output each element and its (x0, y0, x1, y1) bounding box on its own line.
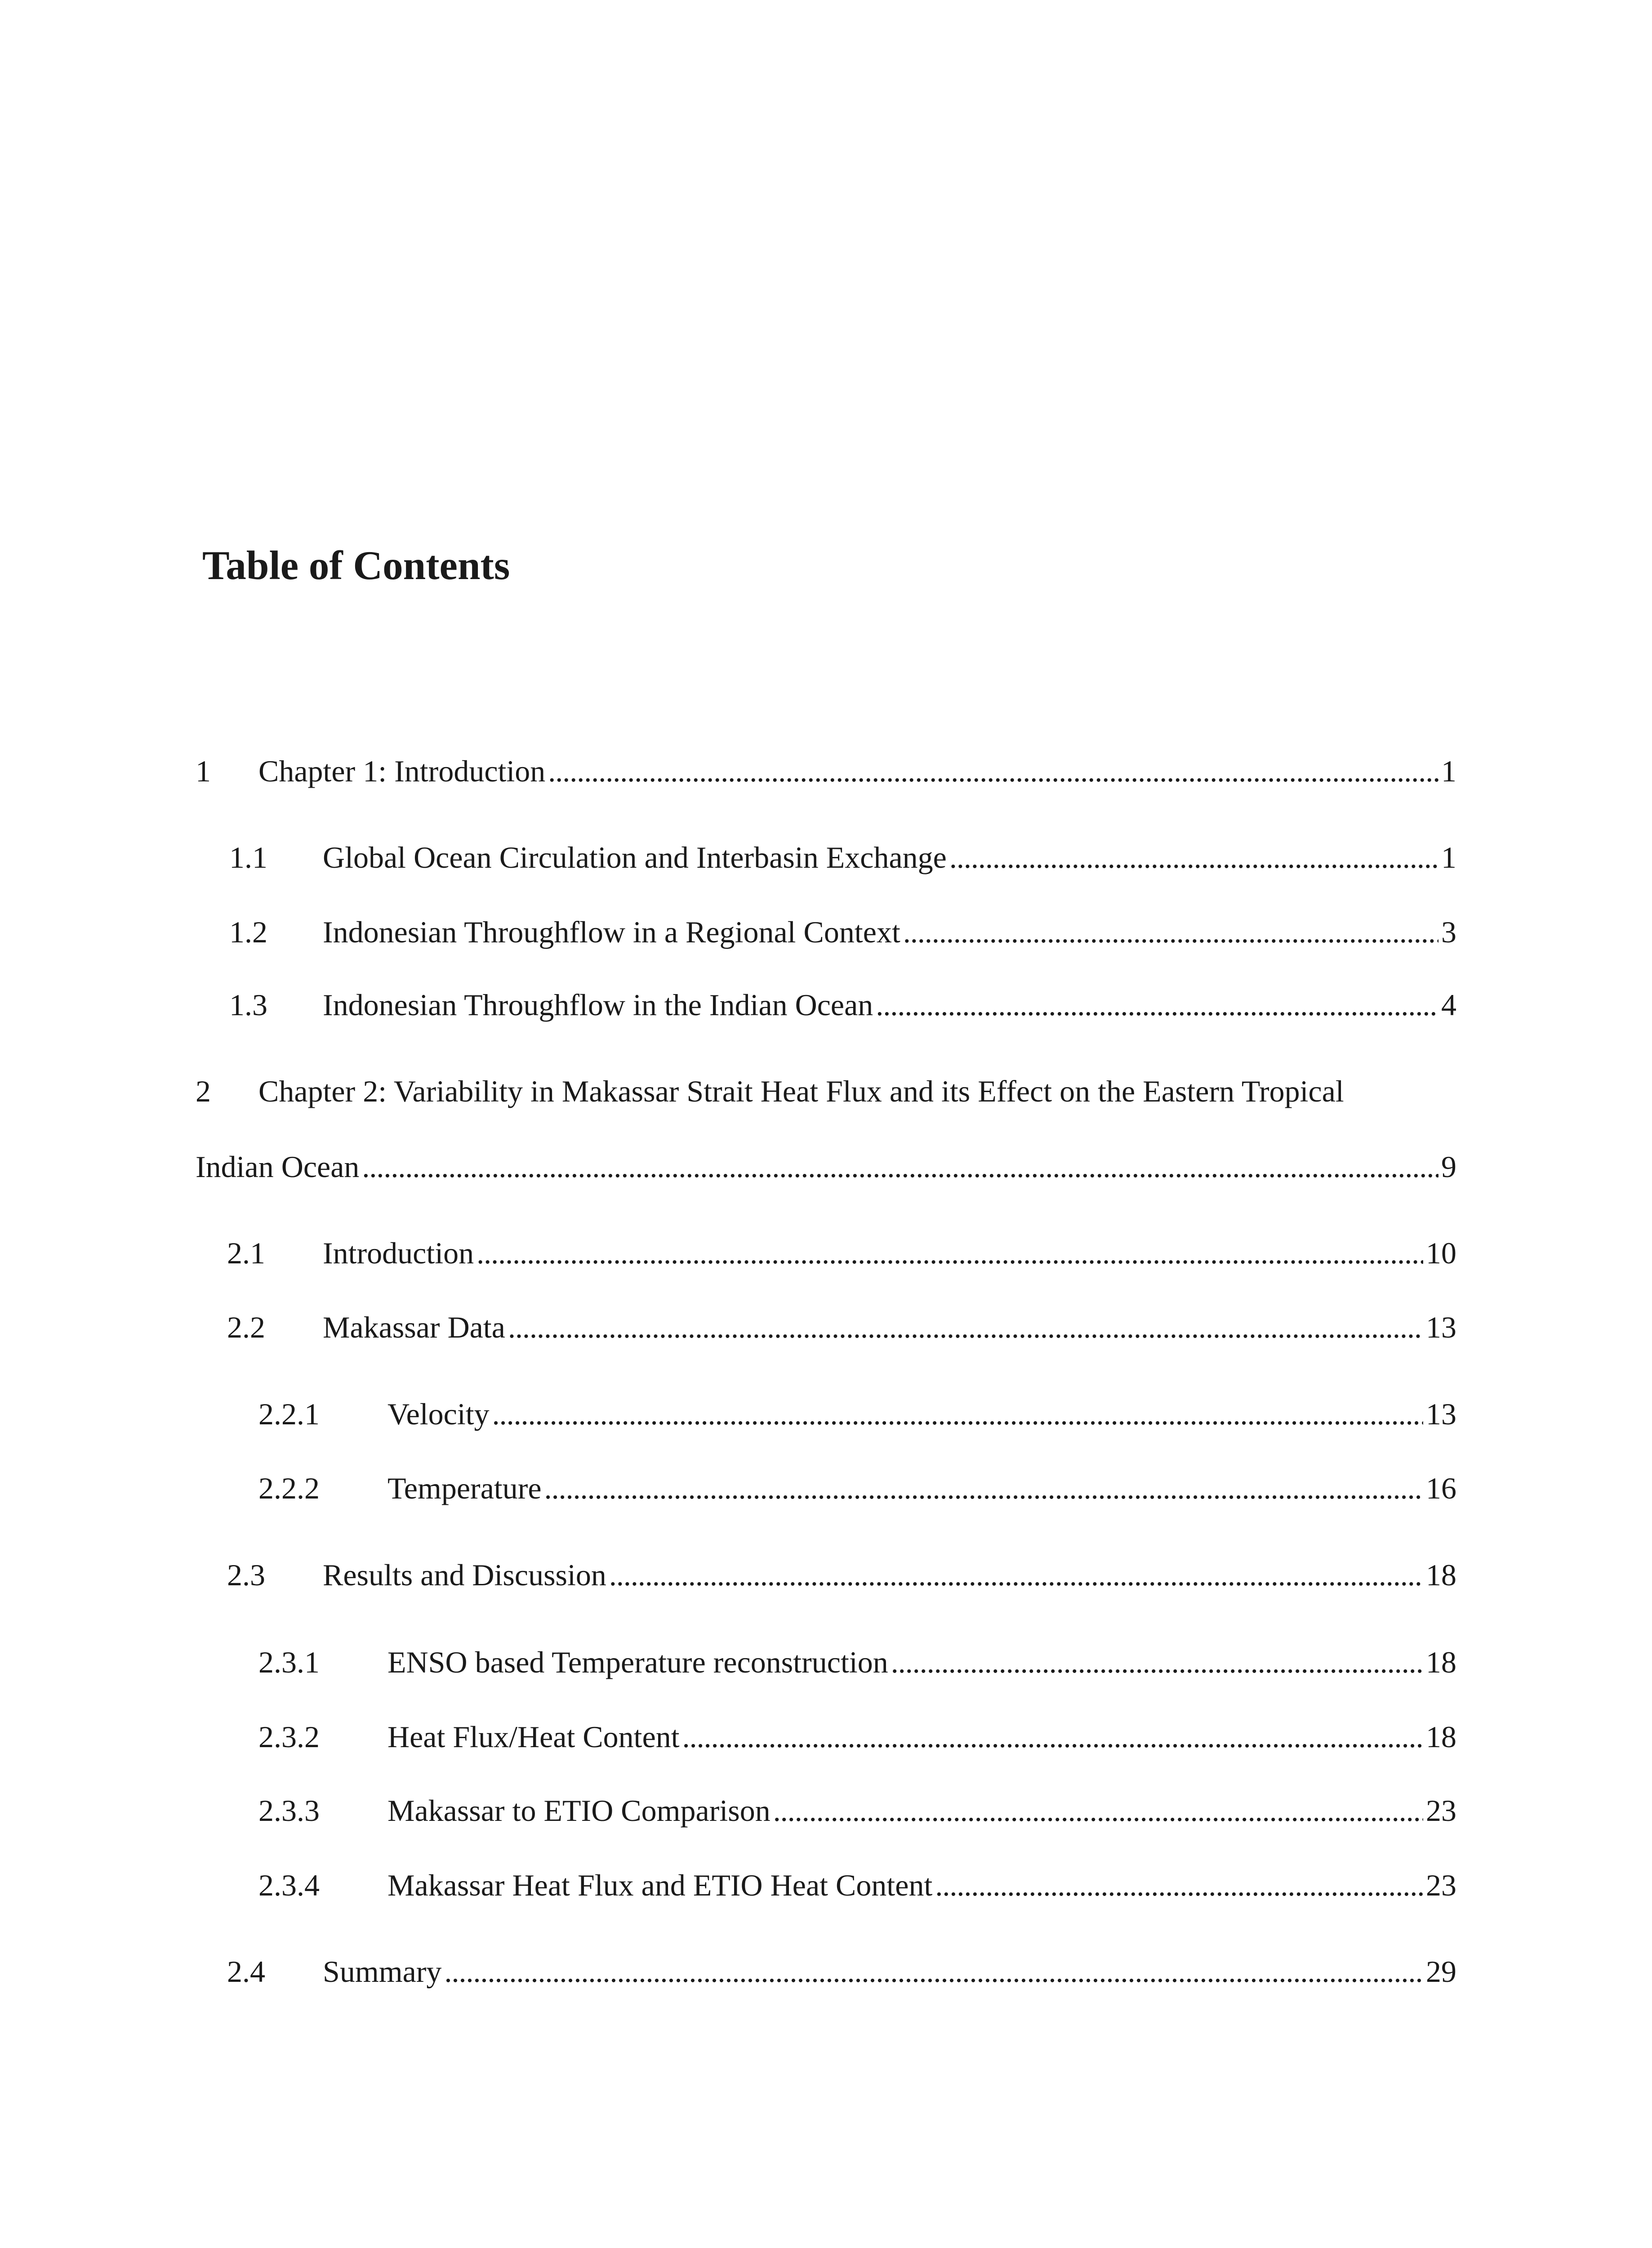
toc-entry-2-1[interactable] (0, 1226, 1652, 1280)
toc-leader-dots (876, 978, 1438, 1032)
toc-entry-2-3-2[interactable] (0, 1710, 1652, 1764)
toc-entry-title: Indonesian Throughflow in the Indian Ocean (323, 988, 873, 1022)
toc-entry-title: Makassar Heat Flux and ETIO Heat Content (387, 1868, 933, 1902)
toc-leader-dots (682, 1710, 1423, 1764)
toc-entry-page: 16 (1426, 1471, 1456, 1505)
toc-entry-page: 3 (1441, 915, 1456, 949)
toc-entry-page: 29 (1426, 1954, 1456, 1989)
toc-leader-dots (949, 830, 1438, 884)
toc-entry-number: 2.3.1 (258, 1645, 320, 1679)
toc-entry-title: ENSO based Temperature reconstruction (387, 1645, 888, 1679)
toc-leader-dots (903, 905, 1438, 959)
toc-entry-number: 2.2.1 (258, 1397, 320, 1431)
toc-entry-page: 18 (1426, 1558, 1456, 1592)
toc-entry-title: Global Ocean Circulation and Interbasin Exchange (323, 840, 947, 874)
toc-entry-page: 13 (1426, 1397, 1456, 1431)
toc-entry-page: 1 (1441, 840, 1456, 874)
toc-entry-2-2-2[interactable] (0, 1461, 1652, 1515)
toc-entry-number: 1.1 (229, 840, 267, 874)
toc-entry-2-3-1[interactable] (0, 1635, 1652, 1689)
toc-entry-number: 2.2.2 (258, 1471, 320, 1505)
toc-entry-number: 2.4 (227, 1954, 265, 1989)
toc-entry-2-3-3[interactable] (0, 1784, 1652, 1838)
toc-entry-title-line1: Chapter 2: Variability in Makassar Strait Heat Flux and its Effect on the Eastern Tropical (258, 1074, 1344, 1108)
toc-entry-1-1[interactable] (0, 830, 1652, 884)
toc-leader-dots (492, 1387, 1423, 1441)
toc-leader-dots (609, 1548, 1423, 1602)
toc-entry-number: 1 (196, 754, 211, 788)
toc-entry-title-line2: Indian Ocean (196, 1150, 360, 1184)
toc-entry-page: 18 (1426, 1720, 1456, 1754)
toc-entry-2-2-1[interactable] (0, 1387, 1652, 1441)
toc-entry-title: Introduction (323, 1236, 474, 1270)
toc-entry-number: 2.3 (227, 1558, 265, 1592)
toc-entry-page: 23 (1426, 1793, 1456, 1828)
toc-entry-number: 2.3.3 (258, 1793, 320, 1828)
toc-entry-title: Temperature (387, 1471, 542, 1505)
toc-leader-dots (773, 1784, 1423, 1838)
toc-entry-2-2[interactable] (0, 1300, 1652, 1354)
toc-entry-title: Results and Discussion (323, 1558, 606, 1592)
toc-leader-dots (444, 1945, 1423, 1998)
toc-entry-title: Summary (323, 1954, 442, 1989)
toc-entry-title: Heat Flux/Heat Content (387, 1720, 680, 1754)
toc-entry-number: 2 (196, 1074, 211, 1108)
toc-entry-page: 1 (1441, 754, 1456, 788)
toc-leader-dots (891, 1635, 1423, 1689)
toc-entry-page: 18 (1426, 1645, 1456, 1679)
toc-entry-page: 10 (1426, 1236, 1456, 1270)
toc-entry-2-4[interactable] (0, 1945, 1652, 1998)
toc-entry-number: 2.1 (227, 1236, 265, 1270)
toc-entry-page: 13 (1426, 1310, 1456, 1344)
toc-entry-2-3[interactable] (0, 1548, 1652, 1602)
toc-leader-dots (508, 1300, 1423, 1354)
toc-entry-number: 2.3.4 (258, 1868, 320, 1902)
toc-leader-dots (362, 1140, 1438, 1194)
toc-leader-dots (935, 1858, 1423, 1912)
toc-entry-title: Chapter 1: Introduction (258, 754, 546, 788)
toc-entry-1-2[interactable] (0, 905, 1652, 959)
toc-entry-number: 2.2 (227, 1310, 265, 1344)
toc-entry-title: Makassar Data (323, 1310, 505, 1344)
toc-entry-title: Makassar to ETIO Comparison (387, 1793, 770, 1828)
toc-entry-1[interactable] (0, 744, 1652, 798)
toc-entry-2[interactable] (0, 1064, 1652, 1118)
toc-entry-number: 1.2 (229, 915, 267, 949)
toc-entry-1-3[interactable] (0, 978, 1652, 1032)
toc-leader-dots (544, 1461, 1423, 1515)
toc-entry-number: 2.3.2 (258, 1720, 320, 1754)
toc-entry-2-3-4[interactable] (0, 1858, 1652, 1912)
toc-entry-page: 4 (1441, 988, 1456, 1022)
page-title: Table of Contents (202, 543, 510, 588)
toc-entry-title: Velocity (387, 1397, 490, 1431)
toc-leader-dots (548, 744, 1438, 798)
toc-entry-number: 1.3 (229, 988, 267, 1022)
toc-entry-title: Indonesian Throughflow in a Regional Context (323, 915, 900, 949)
toc-entry-page: 23 (1426, 1868, 1456, 1902)
toc-entry-page: 9 (1441, 1150, 1456, 1184)
toc-entry-2-continued[interactable] (0, 1140, 1652, 1194)
toc-leader-dots (476, 1226, 1423, 1280)
